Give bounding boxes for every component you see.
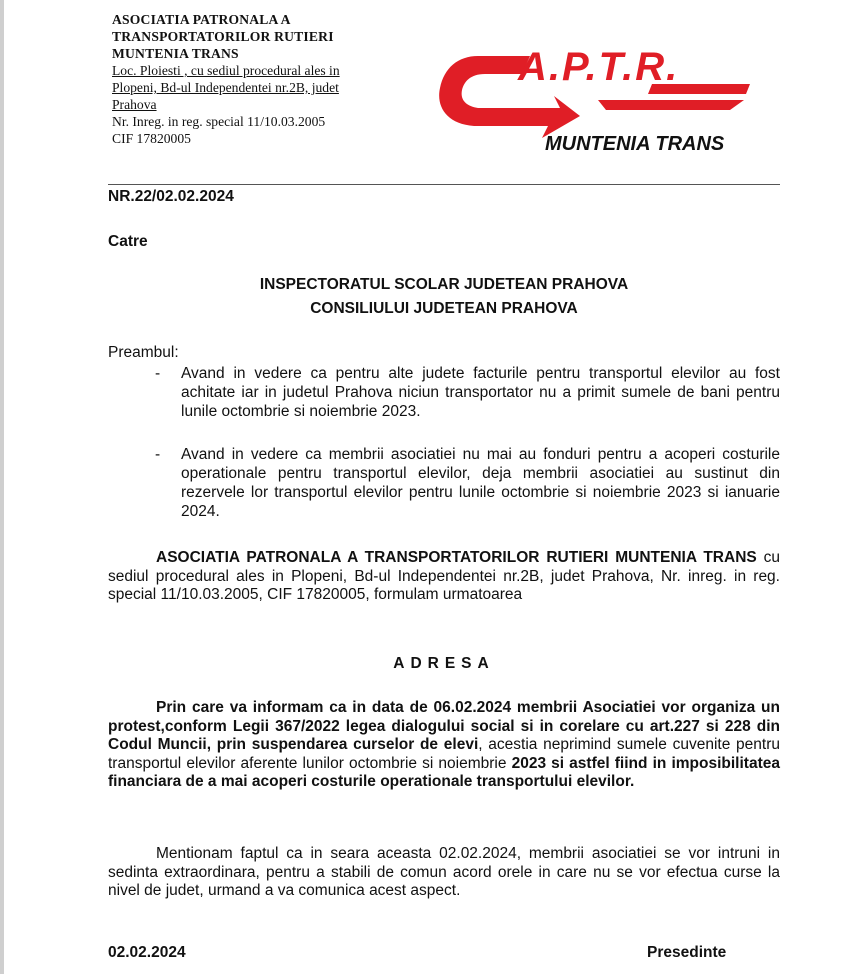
org-name-line3: MUNTENIA TRANS xyxy=(112,46,239,61)
org-address-line3: Prahova xyxy=(112,97,157,112)
preamble-bullet-1 xyxy=(155,364,780,421)
preamble-label: Preambul: xyxy=(108,344,179,361)
intro-paragraph xyxy=(108,549,780,605)
org-cif: CIF 17820005 xyxy=(112,131,191,146)
bullet-text: Avand in vedere ca membrii asociatiei nu mai au fonduri pentru a acoperi costurile operationale pentru transportul elevilor, deja membrii asociatiei au sustinut din rezervele lor transportul elevilor pentru lunile octombrie si noiembrie 2023 si ianuarie 2024. xyxy=(181,446,780,520)
preamble-bullet-2 xyxy=(155,445,780,521)
to-label: Catre xyxy=(108,233,148,250)
document-title: ADRESA xyxy=(393,655,495,672)
org-registration: Nr. Inreg. in reg. special 11/10.03.2005 xyxy=(112,114,326,129)
meeting-paragraph xyxy=(108,845,780,901)
recipient-line1: INSPECTORATUL SCOLAR JUDETEAN PRAHOVA xyxy=(259,276,629,293)
organization-header xyxy=(112,11,402,147)
document-number: NR.22/02.02.2024 xyxy=(108,188,234,205)
intro-org-details: cu sediul procedural ales in Plopeni, Bd-ul Independentei nr.2B, judet Prahova, Nr. inreg. in reg. special 11/10.03.2005, CIF 17820005, formulam urmatoarea xyxy=(108,549,780,603)
org-name-line2: TRANSPORTATORILOR RUTIERI xyxy=(112,29,334,44)
signature-role: Presedinte xyxy=(647,944,727,961)
header-divider xyxy=(108,184,780,185)
footer-date: 02.02.2024 xyxy=(108,944,186,961)
logo-acronym: A.P.T.R. xyxy=(518,48,680,89)
protest-bold-part1: Prin care va informam ca in data de 06.02.2024 membrii Asociatiei vor organiza un protest,conform Legii 367/2022 legea dialogului social si in corelare cu art.227 si 228 din Codul Muncii, prin suspendarea curselor de elevi xyxy=(108,699,780,753)
logo-subtitle: MUNTENIA TRANS xyxy=(545,133,725,155)
intro-org-name: ASOCIATIA PATRONALA A TRANSPORTATORILOR RUTIERI MUNTENIA TRANS xyxy=(156,549,757,566)
aptr-logo xyxy=(430,48,780,163)
org-address-line2: Plopeni, Bd-ul Independentei nr.2B, judet xyxy=(112,80,339,95)
aptr-logo-graphic xyxy=(430,48,780,163)
meeting-text: Mentionam faptul ca in seara aceasta 02.02.2024, membrii asociatiei se vor intruni in sedinta extraordinara, pentru a stabili de comun acord orele in care nu se vor efectua curse la nivel de judet, urmand a va comunica acest aspect. xyxy=(108,845,780,899)
protest-bold-part2: 2023 si astfel fiind in imposibilitatea financiara de a mai acoperi costurile operationale transportului elevilor. xyxy=(108,754,780,790)
org-name-line1: ASOCIATIA PATRONALA A xyxy=(112,12,291,27)
protest-normal-part: , acestia neprimind sumele cuvenite pentru transportul elevilor aferente lunilor octombrie si noiembrie xyxy=(108,736,780,772)
org-address-line1: Loc. Ploiesti , cu sediul procedural ales in xyxy=(112,63,340,78)
page-left-edge xyxy=(0,0,4,974)
recipient-line2: CONSILIULUI JUDETEAN PRAHOVA xyxy=(310,300,578,317)
protest-paragraph xyxy=(108,699,780,792)
bullet-text: Avand in vedere ca pentru alte judete facturile pentru transportul elevilor au fost achitate iar in judetul Prahova niciun transportator nu a primit sumele de bani pentru lunile octombrie si noiembrie 2023. xyxy=(181,365,780,420)
bullet-dash: - xyxy=(155,446,161,463)
bullet-dash: - xyxy=(155,365,161,382)
logo-red-bar-2 xyxy=(598,100,744,110)
